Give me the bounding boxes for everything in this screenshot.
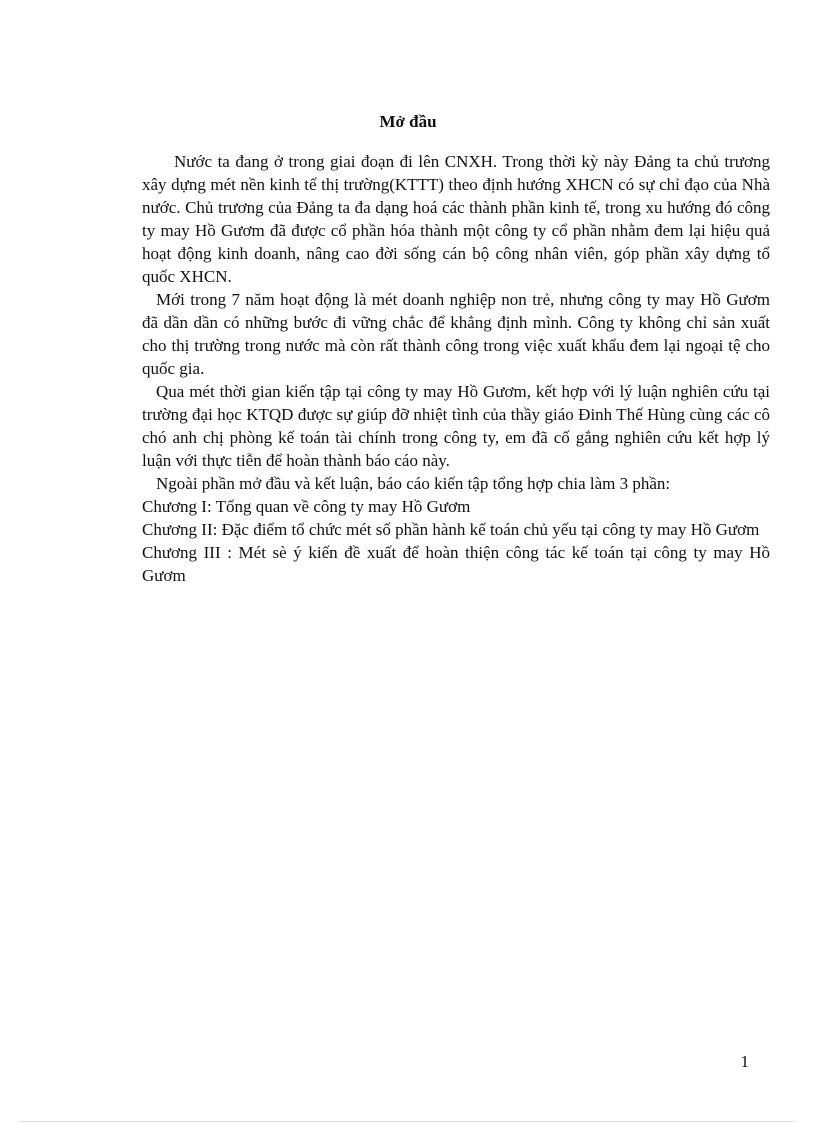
document-body bbox=[142, 150, 770, 587]
company-paragraph: Mới trong 7 năm hoạt động là mét doanh nghiệp non trẻ, nhưng công ty may Hồ Gươm đã dần dần có những bước đi vững chắc để khẳng định mình. Công ty không chỉ sản xuất cho thị trường trong nước mà còn rất thành công trong việc xuất khẩu đem lại ngoại tệ cho quốc gia. bbox=[142, 290, 770, 378]
structure-paragraph: Ngoài phần mở đầu và kết luận, báo cáo kiến tập tổng hợp chia làm 3 phần: bbox=[156, 474, 671, 493]
intro-paragraph: Nước ta đang ở trong giai đoạn đi lên CNXH. Trong thời kỳ này Đảng ta chủ trương xây dựng mét nền kinh tế thị trường(KTTT) theo định hướng XHCN có sự chỉ đạo của Nhà nước. Chủ trương của Đảng ta đa dạng hoá các thành phần kinh tế, trong xu hướng đó công ty may Hồ Gươm đã được cổ phần hóa thành một công ty cổ phần nhằm đem lại hiệu quả hoạt động kinh doanh, nâng cao đời sống cán bộ công nhân viên, góp phần xây dựng tổ quốc XHCN. bbox=[142, 152, 770, 286]
chapter-2: Chương II: Đặc điểm tổ chức mét số phần hành kế toán chủ yếu tại công ty may Hồ Gươm bbox=[142, 520, 760, 539]
page-bottom-rule bbox=[20, 1121, 796, 1122]
internship-paragraph: Qua mét thời gian kiến tập tại công ty may Hồ Gươm, kết hợp với lý luận nghiên cứu tại trường đại học KTQD được sự giúp đỡ nhiệt tình của thầy giáo Đinh Thế Hùng cùng các cô chó anh chị phòng kế toán tài chính trong công ty, em đã cố gắng nghiên cứu kết hợp lý luận với thực tiễn để hoàn thành báo cáo này. bbox=[142, 382, 770, 470]
page-number: 1 bbox=[740, 1052, 749, 1071]
page-title: Mở đầu bbox=[379, 112, 437, 131]
chapter-1: Chương I: Tổng quan về công ty may Hồ Gươm bbox=[142, 497, 471, 516]
chapter-3: Chương III : Mét sè ý kiến đề xuất để hoàn thiện công tác kế toán tại công ty may Hồ Gươm bbox=[142, 543, 770, 585]
